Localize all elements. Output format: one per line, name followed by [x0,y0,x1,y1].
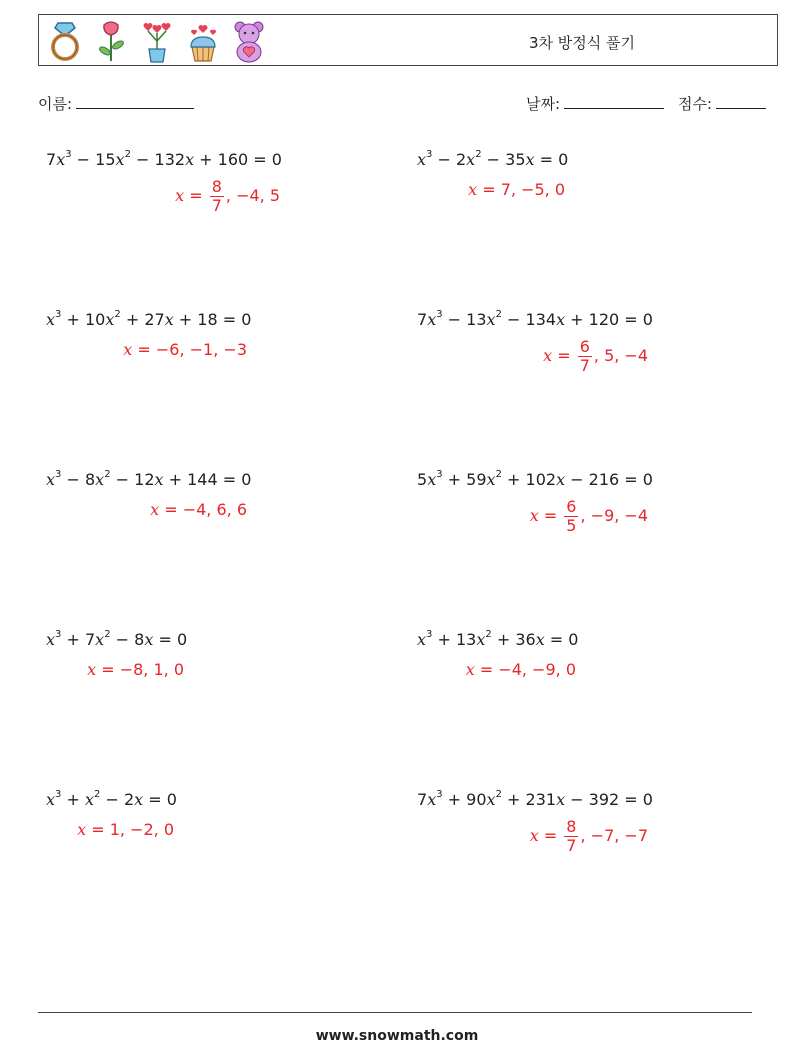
answer [530,498,648,535]
denominator: 5 [566,516,577,535]
exponent: 3 [55,628,62,640]
denominator: 7 [566,836,577,855]
exponent: 3 [65,148,72,160]
answer-variable: x [529,826,539,845]
variable: x [95,630,105,649]
numerator: 6 [579,337,590,356]
exponent: 3 [436,308,443,320]
name-label: 이름: [38,95,73,113]
equation [46,470,386,489]
term: + 231 [501,790,557,809]
term: − 15 [71,150,116,169]
teddy-bear-icon [229,19,269,63]
answer [77,820,174,839]
variable: x [46,310,56,329]
exponent: 2 [94,788,101,800]
term: + 27 [120,310,165,329]
score-label: 점수: [678,95,713,113]
fraction [564,498,578,535]
variable: x [535,630,545,649]
problem-10 [417,788,757,855]
term: + 102 [501,470,557,489]
denominator: 7 [579,356,590,375]
problem-3 [46,308,386,359]
problem-5 [46,468,386,519]
term: − 2 [100,790,135,809]
answer-roots: , −4, 5 [225,186,280,205]
answer [175,178,280,215]
equals-sign: = [538,506,563,525]
answer-roots: = −4, 6, 6 [159,500,247,519]
rose-icon [91,19,131,63]
worksheet-title: 3차 방정식 풀기 [529,34,636,52]
term: = 0 [153,630,188,649]
exponent: 3 [55,788,62,800]
equation [46,150,386,169]
footer-url: www.snowmath.com [315,1028,479,1044]
variable: x [556,790,566,809]
score-blank[interactable] [716,94,766,109]
term: 7 [46,150,57,169]
variable: x [95,470,105,489]
exponent: 3 [426,628,433,640]
answer-roots: , −7, −7 [580,826,648,845]
term: + 120 = 0 [565,310,653,329]
variable: x [185,150,195,169]
term: + 7 [61,630,96,649]
term: = 0 [544,630,579,649]
term: − 392 = 0 [565,790,653,809]
icon-row [45,19,269,63]
numerator: 6 [566,497,577,516]
problem-4 [417,308,757,375]
answer [543,338,648,375]
variable: x [486,470,496,489]
answer-roots: = 7, −5, 0 [477,180,565,199]
answer-variable: x [123,340,133,359]
equation [417,150,757,169]
term: + [61,790,85,809]
exponent: 3 [426,148,433,160]
problem-1 [46,148,386,215]
term: + 36 [491,630,536,649]
cupcake-icon [183,19,223,63]
variable: x [46,630,56,649]
variable: x [417,150,427,169]
variable: x [427,310,437,329]
variable: x [486,310,496,329]
variable: x [417,630,427,649]
term: + 10 [61,310,106,329]
score-field [678,93,766,114]
equals-sign: = [538,826,563,845]
exponent: 2 [104,468,111,480]
variable: x [144,630,154,649]
variable: x [466,150,476,169]
exponent: 2 [104,628,111,640]
exponent: 3 [55,308,62,320]
variable: x [56,150,66,169]
answer-variable: x [543,346,553,365]
date-blank[interactable] [564,94,664,109]
answer-variable: x [529,506,539,525]
variable: x [476,630,486,649]
equation [417,310,757,329]
answer-variable: x [150,500,160,519]
term: − 8 [61,470,96,489]
term: = 0 [534,150,569,169]
answer-roots: = −8, 1, 0 [96,660,184,679]
flower-pot-icon [137,19,177,63]
equation [46,630,386,649]
problem-2 [417,148,757,199]
header-box [38,14,778,66]
term: + 144 = 0 [163,470,252,489]
term: 7 [417,310,428,329]
term: − 12 [110,470,155,489]
exponent: 2 [485,628,492,640]
problem-9 [46,788,386,839]
numerator: 8 [566,817,577,836]
exponent: 2 [495,468,502,480]
term: − 8 [110,630,145,649]
answer-variable: x [465,660,475,679]
equation [46,790,386,809]
answer-roots: , 5, −4 [593,346,648,365]
exponent: 3 [436,468,443,480]
exponent: 2 [475,148,482,160]
answer-roots: = −6, −1, −3 [132,340,247,359]
term: − 2 [432,150,467,169]
answer [123,340,247,359]
answer [468,180,565,199]
variable: x [115,150,125,169]
term: 7 [417,790,428,809]
ring-icon [45,19,85,63]
variable: x [105,310,115,329]
fraction [578,338,592,375]
exponent: 2 [495,308,502,320]
name-field [38,93,194,114]
answer-variable: x [87,660,97,679]
term: + 160 = 0 [194,150,282,169]
variable: x [154,470,164,489]
answer [87,660,184,679]
answer-roots: , −9, −4 [580,506,648,525]
term: − 132 [130,150,186,169]
variable: x [525,150,535,169]
equals-sign: = [552,346,576,365]
variable: x [556,310,566,329]
date-field [526,93,664,114]
answer-variable: x [77,820,87,839]
equation [46,310,386,329]
answer-variable: x [468,180,478,199]
variable: x [427,790,437,809]
equation [417,790,757,809]
name-blank[interactable] [76,94,194,109]
problem-8 [417,628,757,679]
answer-roots: = −4, −9, 0 [474,660,576,679]
answer [150,500,247,519]
equals-sign: = [184,186,208,205]
term: = 0 [143,790,177,809]
answer-roots: = 1, −2, 0 [86,820,174,839]
problem-6 [417,468,757,535]
exponent: 2 [495,788,502,800]
term: − 35 [481,150,526,169]
denominator: 7 [211,196,222,215]
answer [530,818,648,855]
equation [417,470,757,489]
variable: x [164,310,174,329]
date-label: 날짜: [526,95,561,113]
exponent: 2 [124,148,131,160]
exponent: 3 [436,788,443,800]
problem-7 [46,628,386,679]
variable: x [46,790,56,809]
term: + 59 [442,470,487,489]
answer-variable: x [175,186,185,205]
term: + 18 = 0 [173,310,252,329]
term: − 216 = 0 [565,470,653,489]
variable: x [46,470,56,489]
variable: x [84,790,95,809]
fraction [564,818,578,855]
term: − 134 [501,310,557,329]
answer [466,660,576,679]
variable: x [556,470,566,489]
numerator: 8 [211,177,222,196]
footer-divider [38,1012,752,1013]
equation [417,630,757,649]
term: + 90 [442,790,487,809]
term: − 13 [442,310,487,329]
exponent: 2 [114,308,121,320]
exponent: 3 [55,468,62,480]
variable: x [427,470,437,489]
variable: x [486,790,496,809]
fraction [210,178,224,215]
variable: x [134,790,144,809]
term: + 13 [432,630,477,649]
term: 5 [417,470,428,489]
